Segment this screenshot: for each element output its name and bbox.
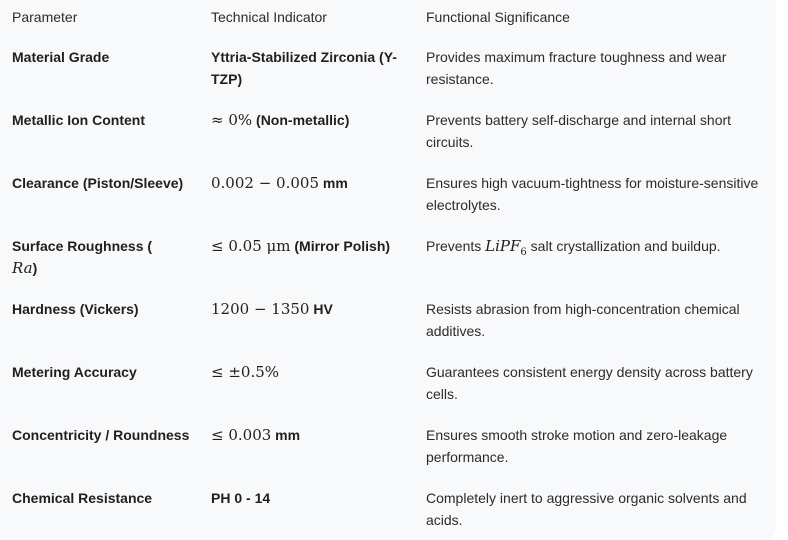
significance-text: Provides maximum fracture toughness and wear resistance. xyxy=(426,49,727,87)
parameter-cell xyxy=(0,286,199,349)
significance-cell xyxy=(414,475,776,533)
indicator-text: Yttria-Stabilized Zirconia (Y-TZP) xyxy=(211,49,397,87)
significance-text-rest: salt crystallization and buildup. xyxy=(530,238,721,254)
parameter-cell xyxy=(0,34,199,97)
significance-text: Prevents battery self-discharge and internal short circuits. xyxy=(426,112,732,150)
significance-cell xyxy=(414,160,776,223)
parameter-cell xyxy=(0,160,199,223)
table-row xyxy=(0,349,776,412)
indicator-unit: HV xyxy=(313,301,333,317)
table-row xyxy=(0,475,776,533)
significance-text: Ensures high vacuum-tightness for moisture-sensitive electrolytes. xyxy=(426,175,759,213)
table-row xyxy=(0,97,776,160)
column-header-indicator: Technical Indicator xyxy=(211,9,327,25)
indicator-text: (Non-metallic) xyxy=(256,112,350,128)
significance-cell xyxy=(414,286,776,349)
parameter-text: Metering Accuracy xyxy=(12,364,137,380)
indicator-cell xyxy=(199,412,414,475)
parameter-text: Material Grade xyxy=(12,49,110,65)
indicator-text: PH 0 - 14 xyxy=(211,490,271,506)
indicator-unit: mm xyxy=(275,427,301,443)
table-row xyxy=(0,286,776,349)
indicator-cell xyxy=(199,97,414,160)
table-row xyxy=(0,160,776,223)
indicator-cell xyxy=(199,286,414,349)
column-header-significance: Functional Significance xyxy=(426,9,570,25)
parameter-cell xyxy=(0,349,199,412)
parameter-text-close: ) xyxy=(32,260,38,276)
parameter-text: Surface Roughness ( xyxy=(12,238,153,254)
indicator-cell xyxy=(199,475,414,533)
indicator-math: ≤ 0.05 μm xyxy=(211,237,291,255)
indicator-math: 1200 − 1350 xyxy=(211,300,310,318)
column-header-parameter: Parameter xyxy=(12,9,78,25)
parameter-text: Hardness (Vickers) xyxy=(12,301,139,317)
indicator-cell xyxy=(199,223,414,286)
parameter-text: Concentricity / Roundness xyxy=(12,427,190,443)
parameter-cell xyxy=(0,97,199,160)
parameter-cell xyxy=(0,475,199,533)
parameter-text: Clearance (Piston/Sleeve) xyxy=(12,175,184,191)
significance-cell xyxy=(414,412,776,475)
significance-text: Ensures smooth stroke motion and zero-leakage performance. xyxy=(426,427,728,465)
significance-text: Guarantees consistent energy density across battery cells. xyxy=(426,364,753,402)
significance-cell xyxy=(414,223,776,286)
significance-cell xyxy=(414,97,776,160)
parameter-math: Ra xyxy=(12,259,33,277)
indicator-math: 0.002 − 0.005 xyxy=(211,174,319,192)
significance-formula: LiPF xyxy=(485,237,521,255)
significance-cell xyxy=(414,34,776,97)
table-row xyxy=(0,34,776,97)
significance-cell xyxy=(414,349,776,412)
significance-formula-subscript: 6 xyxy=(520,246,527,258)
indicator-text: (Mirror Polish) xyxy=(294,238,391,254)
parameter-cell xyxy=(0,412,199,475)
table-row xyxy=(0,223,776,286)
indicator-math: ≤ 0.003 xyxy=(211,426,272,444)
parameter-cell xyxy=(0,223,199,286)
table-header-row xyxy=(0,0,776,34)
indicator-cell xyxy=(199,34,414,97)
parameter-text: Chemical Resistance xyxy=(12,490,153,506)
indicator-cell xyxy=(199,349,414,412)
significance-text: Completely inert to aggressive organic solvents and acids. xyxy=(426,490,747,528)
parameter-text: Metallic Ion Content xyxy=(12,112,145,128)
indicator-cell xyxy=(199,160,414,223)
indicator-math: ≤ ±0.5% xyxy=(211,363,280,381)
indicator-math: ≈ 0% xyxy=(211,111,253,129)
significance-text: Resists abrasion from high-concentration chemical additives. xyxy=(426,301,740,339)
table-row xyxy=(0,412,776,475)
indicator-unit: mm xyxy=(322,175,348,191)
significance-text: Prevents xyxy=(426,238,482,254)
